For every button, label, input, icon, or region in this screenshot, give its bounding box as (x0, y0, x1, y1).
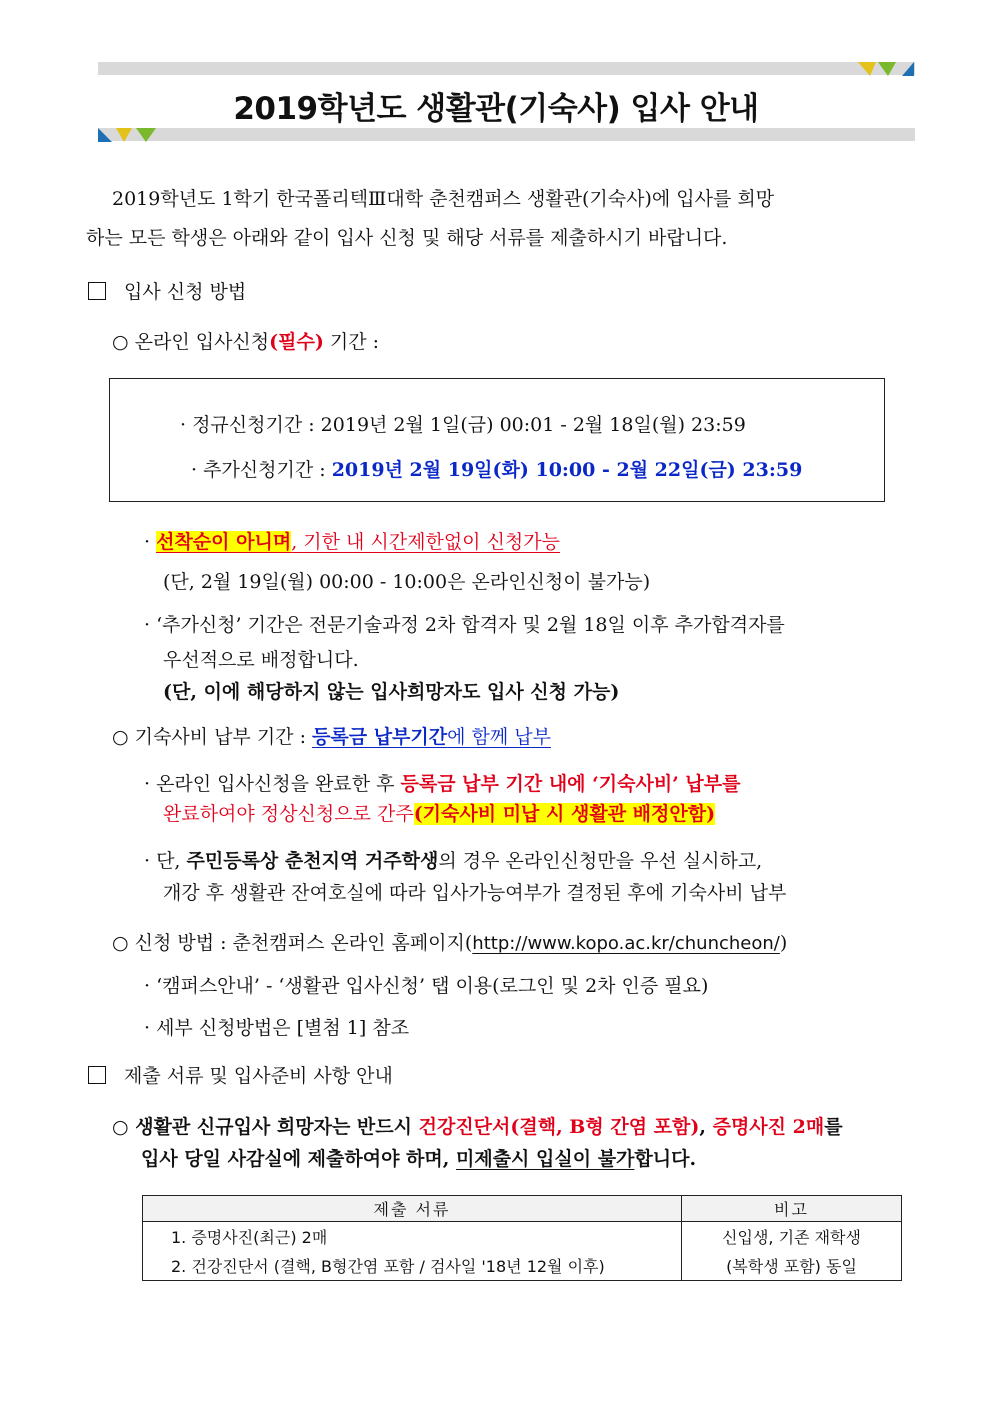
document-title: 2019학년도 생활관(기숙사) 입사 안내 (233, 91, 759, 127)
note-first-come: · 선착순이 아니며, 기한 내 시간제한없이 신청가능 (144, 531, 560, 553)
note-second-line-1: · ‘추가신청’ 기간은 전문기술과정 2차 합격자 및 2월 18일 이후 추가합격자를 (144, 614, 785, 636)
fee-bullet-1-line-1: · 온라인 입사신청을 완료한 후 등록금 납부 기간 내에 ‘기숙사비’ 납부를 (144, 773, 741, 795)
table-header-remarks: 비고 (682, 1196, 902, 1222)
regular-period: · 정규신청기간 : 2019년 2월 1일(금) 00:01 - 2월 18일(월) 23:59 (180, 414, 746, 436)
table-header-documents: 제출 서류 (143, 1196, 682, 1222)
note-second-line-3: (단, 이에 해당하지 않는 입사희망자도 입사 신청 가능) (163, 681, 620, 703)
method-line: ○ 신청 방법 : 춘천캠퍼스 온라인 홈페이지(http://www.kopo.ac.kr/chuncheon/) (112, 932, 788, 954)
note-first-sub: (단, 2월 19일(월) 00:00 - 10:00은 온라인신청이 불가능) (163, 571, 651, 593)
table-cell: 2. 건강진단서 (결핵, B형간염 포함 / 검사일 '18년 12월 이후) (143, 1251, 682, 1281)
section1-heading: 입사 신청 방법 (88, 277, 246, 304)
fee-bullet-1-line-2: 완료하여야 정상신청으로 간주(기숙사비 미납 시 생활관 배정안함) (163, 803, 716, 825)
banner-top-corner-icon (858, 60, 916, 78)
note-second-line-2: 우선적으로 배정합니다. (163, 649, 359, 671)
banner-bottom-bar (98, 128, 915, 141)
table-row (143, 1222, 902, 1252)
intro-line-1: 2019학년도 1학기 한국폴리텍Ⅲ대학 춘천캠퍼스 생활관(기숙사)에 입사를 희망 (112, 188, 775, 210)
additional-period: · 추가신청기간 : 2019년 2월 19일(화) 10:00 - 2월 22일(금) 23:59 (191, 459, 803, 481)
intro-line-2: 하는 모든 학생은 아래와 같이 입사 신청 및 해당 서류를 제출하시기 바랍니다. (86, 227, 728, 249)
method-bullet-2: · 세부 신청방법은 [별첨 1] 참조 (144, 1017, 410, 1039)
checkbox-square-icon (88, 282, 106, 300)
fee-period-line: ○ 기숙사비 납부 기간 : 등록금 납부기간에 함께 납부 (112, 726, 551, 748)
fee-bullet-2-line-2: 개강 후 생활관 잔여호실에 따라 입사가능여부가 결정된 후에 기숙사비 납부 (163, 882, 787, 904)
application-period-box (109, 378, 885, 502)
homepage-link[interactable]: http://www.kopo.ac.kr/chuncheon/ (472, 933, 780, 954)
table-cell: (복학생 포함) 동일 (682, 1251, 902, 1281)
banner-top-bar (98, 62, 915, 75)
section2-heading: 제출 서류 및 입사준비 사항 안내 (88, 1061, 393, 1088)
banner-bottom-corner-icon (98, 124, 168, 144)
online-period-line: ○ 온라인 입사신청(필수) 기간 : (112, 331, 380, 353)
table-cell: 1. 증명사진(최근) 2매 (143, 1222, 682, 1252)
table-row (143, 1251, 902, 1281)
method-bullet-1: · ‘캠퍼스안내’ - ‘생활관 입사신청’ 탭 이용(로그인 및 2차 인증 필요) (144, 975, 709, 997)
table-header-row (143, 1196, 902, 1222)
table-cell: 신입생, 기존 재학생 (682, 1222, 902, 1252)
section2-line-2: 입사 당일 사감실에 제출하여야 하며, 미제출시 입실이 불가합니다. (141, 1148, 697, 1170)
documents-table (142, 1195, 902, 1281)
section2-line-1: ○ 생활관 신규입사 희망자는 반드시 건강진단서(결핵, B형 간염 포함), 증명사진 2매를 (112, 1116, 843, 1138)
fee-bullet-2-line-1: · 단, 주민등록상 춘천지역 거주학생의 경우 온라인신청만을 우선 실시하고, (144, 850, 763, 872)
checkbox-square-icon (88, 1066, 106, 1084)
